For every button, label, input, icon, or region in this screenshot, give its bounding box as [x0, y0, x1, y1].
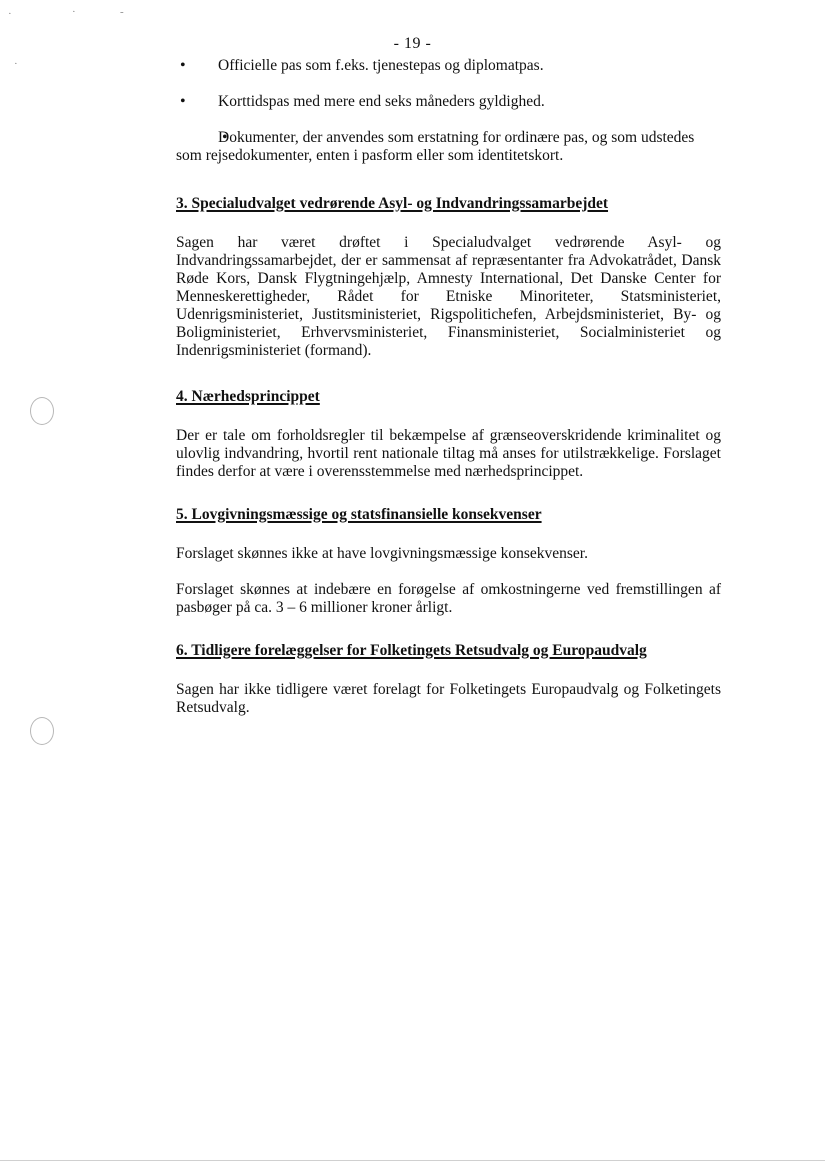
- paragraph: Forslaget skønnes ikke at have lovgivningsmæssige konsekvenser.: [176, 545, 588, 562]
- paragraph: Der er tale om forholdsregler til bekæmpelse af grænseoverskridende kriminalitet og ulovlig indvandring, hvortil rent nationale tiltag må anses for utilstrækkelige. Forslaget findes derfor at være i overensstemmelse med nærhedsprincippet.: [176, 427, 721, 480]
- section-heading: 6. Tidligere forelæggelser for Folketingets Retsudvalg og Europaudvalg: [176, 642, 647, 659]
- punch-hole-icon: [30, 717, 54, 745]
- paragraph: Forslaget skønnes at indebære en forøgelse af omkostningerne ved fremstillingen af pasbøger på ca. 3 – 6 millioner kroner årligt.: [176, 581, 721, 616]
- scan-edge-line: [0, 1160, 825, 1161]
- list-item: • Korttidspas med mere end seks måneders gyldighed.: [176, 93, 721, 111]
- page-number: - 19 -: [393, 35, 432, 52]
- bullet-list: [176, 57, 721, 183]
- list-item: • Officielle pas som f.eks. tjenestepas og diplomatpas.: [176, 57, 721, 75]
- scan-speck: ·: [8, 8, 12, 20]
- section-5: [176, 506, 721, 617]
- scan-speck: ·: [72, 6, 76, 18]
- section-heading: 3. Specialudvalget vedrørende Asyl- og Indvandringssamarbejdet: [176, 195, 609, 212]
- section-heading: 5. Lovgivningsmæssige og statsfinansielle konsekvenser: [176, 506, 542, 523]
- section-4: [176, 388, 721, 481]
- section-6: [176, 642, 721, 717]
- paragraph: Sagen har ikke tidligere været forelagt for Folketingets Europaudvalg og Folketingets Retsudvalg.: [176, 681, 721, 716]
- punch-hole-icon: [30, 397, 54, 425]
- list-item: • Dokumenter, der anvendes som erstatning for ordinære pas, og som udstedes som rejsedokumenter, enten i pasform eller som identitetskort.: [176, 129, 721, 165]
- scan-speck: ·: [14, 58, 18, 70]
- paragraph: Sagen har været drøftet i Specialudvalget vedrørende Asyl- og Indvandringssamarbejdet, der er sammensat af repræsentanter fra Advokatrådet, Dansk Røde Kors, Dansk Flygtningehjælp, Amnesty International, Det Danske Center for Menneskerettigheder, Rådet for Etniske Minoriteter, Statsministeriet, Udenrigsministeriet, Justitsministeriet, Rigspolitichefen, Arbejdsministeriet, By- og Boligministeriet, Erhvervsministeriet, Finansministeriet, Socialministeriet og Indenrigsministeriet (formand).: [176, 234, 721, 359]
- scan-speck: -: [120, 6, 124, 18]
- section-heading: 4. Nærhedsprincippet: [176, 388, 320, 405]
- section-3: [176, 195, 721, 360]
